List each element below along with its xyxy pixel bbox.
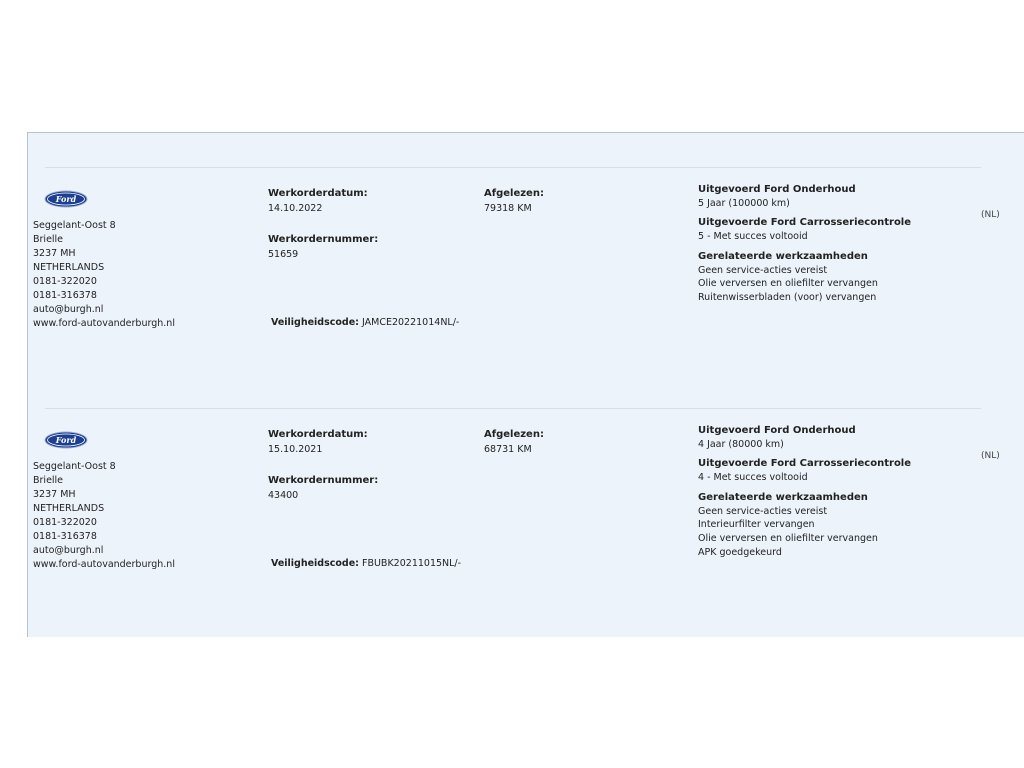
record-divider	[45, 167, 981, 168]
security-code-value: JAMCE20221014NL/-	[362, 317, 460, 328]
ford-logo-icon	[44, 431, 88, 449]
dealer-street: Seggelant-Oost 8	[33, 461, 116, 472]
service-details	[698, 183, 911, 305]
order-number-label: Werkordernummer:	[268, 475, 379, 486]
dealer-website: www.ford-autovanderburgh.nl	[33, 559, 175, 570]
record-divider	[45, 408, 981, 409]
maintenance-label: Uitgevoerd Ford Onderhoud	[698, 184, 856, 195]
dealer-postcode: 3237 MH	[33, 248, 76, 259]
service-record	[28, 167, 1024, 407]
related-work-item: APK goedgekeurd	[698, 546, 782, 558]
related-work-item: Interieurfilter vervangen	[698, 519, 815, 531]
order-date-label: Werkorderdatum:	[268, 429, 368, 440]
related-work-item: Olie verversen en oliefilter vervangen	[698, 532, 878, 544]
order-number-value: 43400	[268, 490, 299, 501]
order-date-label: Werkorderdatum:	[268, 188, 368, 199]
svg-text:Ford: Ford	[55, 194, 77, 204]
order-date-value: 14.10.2022	[268, 203, 323, 214]
body-check-label: Uitgevoerde Ford Carrosseriecontrole	[698, 458, 912, 470]
dealer-postcode: 3237 MH	[33, 489, 76, 500]
dealer-city: Brielle	[33, 234, 64, 245]
service-record	[28, 408, 1024, 648]
related-work-item: Geen service-acties vereist	[698, 505, 828, 517]
related-work-item: Olie verversen en oliefilter vervangen	[698, 278, 878, 290]
maintenance-label: Uitgevoerd Ford Onderhoud	[698, 425, 856, 436]
svg-text:Ford: Ford	[55, 435, 77, 445]
body-check-label: Uitgevoerde Ford Carrosseriecontrole	[698, 217, 912, 229]
dealer-fax: 0181-316378	[33, 531, 97, 542]
related-work-item: Geen service-acties vereist	[698, 264, 828, 276]
order-number-label: Werkordernummer:	[268, 234, 379, 245]
mileage-value: 68731 KM	[484, 444, 532, 455]
security-code	[271, 317, 459, 328]
language-indicator: (NL)	[981, 451, 1000, 461]
dealer-email: auto@burgh.nl	[33, 545, 104, 556]
mileage-label: Afgelezen:	[484, 429, 544, 440]
dealer-country: NETHERLANDS	[33, 503, 105, 514]
dealer-street: Seggelant-Oost 8	[33, 220, 116, 231]
related-work-label: Gerelateerde werkzaamheden	[698, 491, 868, 503]
body-check-value: 5 - Met succes voltooid	[698, 231, 808, 243]
ford-logo-icon	[44, 190, 88, 208]
body-check-value: 4 - Met succes voltooid	[698, 472, 808, 484]
dealer-fax: 0181-316378	[33, 290, 97, 301]
security-code-label: Veiligheidscode:	[271, 558, 359, 569]
maintenance-value: 5 Jaar (100000 km)	[698, 197, 790, 209]
order-number-value: 51659	[268, 249, 299, 260]
language-indicator: (NL)	[981, 210, 1000, 220]
dealer-website: www.ford-autovanderburgh.nl	[33, 318, 175, 329]
dealer-address	[33, 219, 175, 331]
order-date-value: 15.10.2021	[268, 444, 323, 455]
dealer-email: auto@burgh.nl	[33, 304, 104, 315]
dealer-address	[33, 460, 175, 572]
security-code	[271, 558, 461, 569]
maintenance-value: 4 Jaar (80000 km)	[698, 438, 784, 450]
related-work-item: Ruitenwisserbladen (voor) vervangen	[698, 291, 877, 303]
related-work-label: Gerelateerde werkzaamheden	[698, 250, 868, 262]
security-code-value: FBUBK20211015NL/-	[362, 558, 462, 569]
dealer-city: Brielle	[33, 475, 64, 486]
dealer-phone: 0181-322020	[33, 276, 97, 287]
mileage-label: Afgelezen:	[484, 188, 544, 199]
dealer-phone: 0181-322020	[33, 517, 97, 528]
service-details	[698, 424, 911, 559]
service-history-panel	[27, 132, 1024, 637]
mileage-value: 79318 KM	[484, 203, 532, 214]
dealer-country: NETHERLANDS	[33, 262, 105, 273]
security-code-label: Veiligheidscode:	[271, 317, 359, 328]
